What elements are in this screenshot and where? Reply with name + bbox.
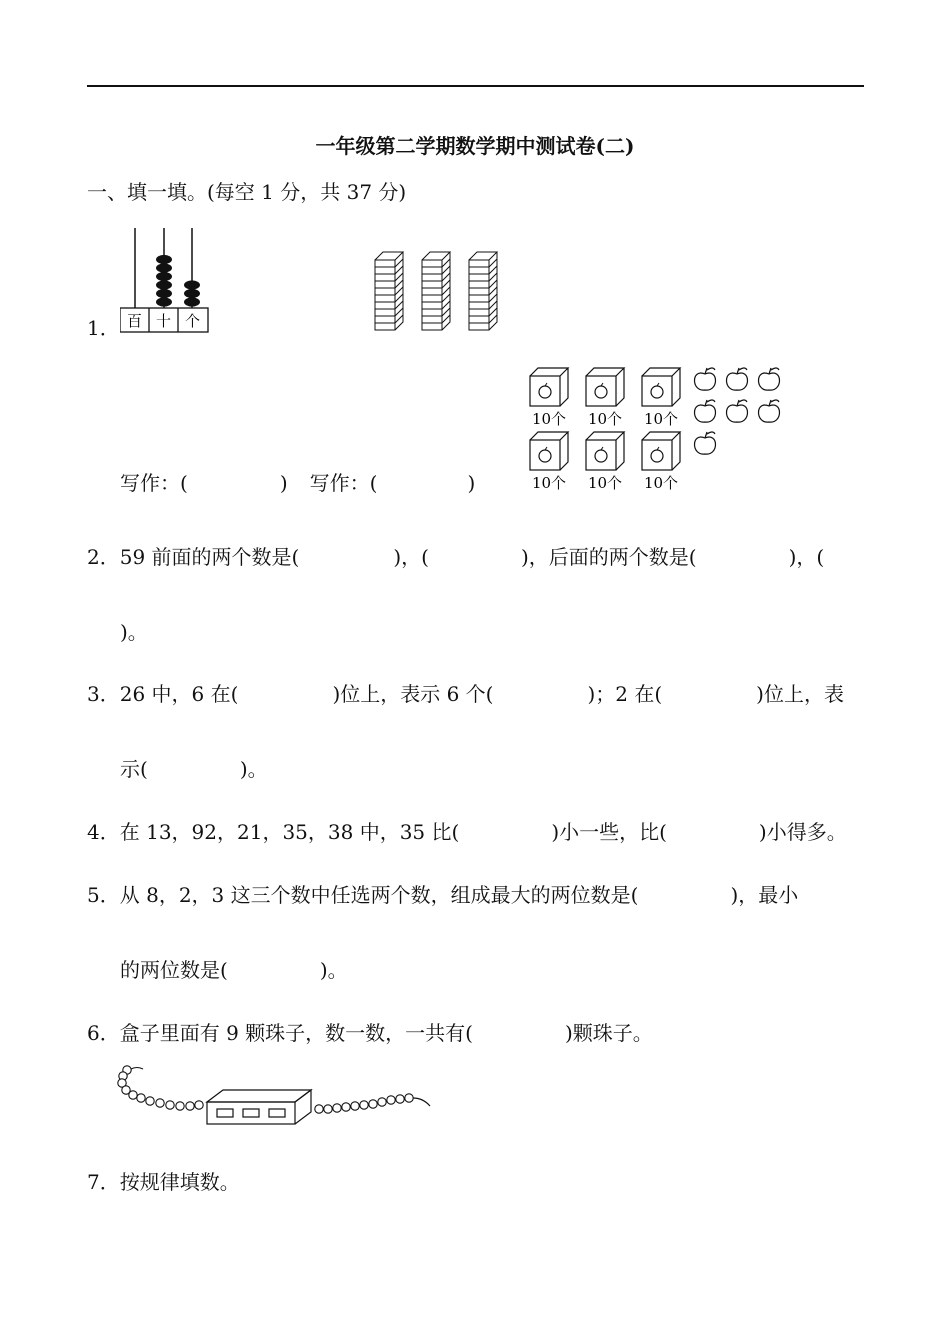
q5-text-c: 的两位数是( bbox=[120, 958, 228, 982]
apple-icon bbox=[695, 368, 716, 390]
bead bbox=[351, 1102, 359, 1110]
apple-icon bbox=[695, 400, 716, 422]
q1-write-close-2: ) bbox=[467, 471, 476, 495]
q3-text-b: )位上，表示 6 个( bbox=[332, 682, 494, 706]
ten-block bbox=[375, 252, 403, 330]
string-head bbox=[131, 1068, 143, 1070]
q2-sep-2: )，( bbox=[788, 545, 825, 569]
bead bbox=[137, 1094, 145, 1102]
q2-text-a: 59 前面的两个数是( bbox=[119, 545, 300, 569]
apple-box-label: 10个 bbox=[531, 474, 567, 492]
q3-text-c: )；2 在( bbox=[587, 682, 663, 706]
apple-box bbox=[586, 432, 624, 492]
abacus-bead bbox=[156, 263, 172, 272]
abacus-label-ones: 个 bbox=[184, 312, 201, 330]
apple-box bbox=[642, 368, 680, 428]
bead bbox=[146, 1097, 154, 1105]
abacus-bead bbox=[184, 280, 200, 289]
bead bbox=[176, 1102, 184, 1110]
q4-line bbox=[87, 820, 847, 844]
abacus-bead bbox=[156, 289, 172, 298]
abacus-bead bbox=[156, 280, 172, 289]
q2-text-b: )，后面的两个数是( bbox=[520, 545, 697, 569]
bead bbox=[166, 1101, 174, 1109]
apple-icon bbox=[727, 400, 748, 422]
q3-number: 3． bbox=[87, 682, 120, 706]
q4-text-a: 在 13，92，21，35，38 中，35 比( bbox=[119, 820, 460, 844]
apple-box-label: 10个 bbox=[643, 474, 679, 492]
tens-blocks-figure bbox=[372, 248, 502, 334]
q7-number: 7． bbox=[87, 1170, 120, 1194]
apple-box-label: 10个 bbox=[531, 410, 567, 428]
q4-text-b: )小一些，比( bbox=[551, 820, 667, 844]
beads-left bbox=[118, 1066, 203, 1110]
beads-right bbox=[315, 1094, 413, 1113]
q7-line bbox=[87, 1170, 240, 1194]
abacus-bead bbox=[156, 272, 172, 281]
apple-icon bbox=[759, 400, 780, 422]
q6-text-a: 盒子里面有 9 颗珠子，数一数，一共有( bbox=[119, 1021, 473, 1045]
q5-end: )。 bbox=[319, 958, 348, 982]
q3-text-a: 26 中，6 在( bbox=[119, 682, 239, 706]
apple-box bbox=[642, 432, 680, 492]
apple-box-label: 10个 bbox=[587, 474, 623, 492]
page-title: 一年级第二学期数学期中测试卷(二) bbox=[315, 134, 635, 158]
abacus-ones-beads bbox=[184, 280, 200, 306]
q5-line-1 bbox=[87, 883, 798, 907]
abacus-label-hundreds: 百 bbox=[126, 312, 143, 330]
q5-text-b: )，最小 bbox=[730, 883, 799, 907]
bead bbox=[315, 1105, 323, 1113]
q1-write-close-1: ) bbox=[279, 471, 288, 495]
q1-number: 1． bbox=[87, 316, 120, 340]
bead bbox=[129, 1091, 137, 1099]
ten-block bbox=[422, 252, 450, 330]
q2-number: 2． bbox=[87, 545, 120, 569]
q1-write-row bbox=[120, 471, 475, 495]
q1-write-label-2: 写作：( bbox=[309, 471, 378, 495]
bead bbox=[186, 1102, 194, 1110]
abacus-tens-beads bbox=[156, 255, 172, 307]
q6-number: 6． bbox=[87, 1021, 120, 1045]
bead bbox=[324, 1105, 332, 1113]
q2-line-2 bbox=[120, 620, 148, 644]
q5-number: 5． bbox=[87, 883, 120, 907]
q6-line bbox=[87, 1021, 653, 1045]
bead bbox=[195, 1101, 203, 1109]
q3-end: )。 bbox=[239, 757, 268, 781]
bead bbox=[387, 1096, 395, 1104]
bead bbox=[156, 1099, 164, 1107]
q5-line-2 bbox=[120, 958, 348, 982]
abacus-bead bbox=[156, 297, 172, 306]
abacus-bead bbox=[184, 297, 200, 306]
q6-end: )颗珠子。 bbox=[564, 1021, 653, 1045]
apple-box bbox=[586, 368, 624, 428]
section-heading: 一、填一填。(每空 1 分，共 37 分) bbox=[87, 180, 407, 204]
bead bbox=[369, 1100, 377, 1108]
string-tail bbox=[413, 1098, 430, 1106]
header-rule bbox=[87, 85, 864, 87]
abacus-bead bbox=[156, 255, 172, 264]
q5-text-a: 从 8，2，3 这三个数中任选两个数，组成最大的两位数是( bbox=[119, 883, 639, 907]
q2-end: )。 bbox=[120, 620, 148, 644]
ten-block bbox=[469, 252, 497, 330]
q2-line-1 bbox=[87, 545, 824, 569]
abacus-label-tens: 十 bbox=[155, 312, 172, 330]
apple-box-label: 10个 bbox=[587, 410, 623, 428]
bead bbox=[342, 1103, 350, 1111]
q3-line-2 bbox=[120, 757, 268, 781]
apple-icon bbox=[695, 432, 716, 454]
bead bbox=[405, 1094, 413, 1102]
abacus-bead bbox=[184, 289, 200, 298]
apple-box bbox=[530, 368, 568, 428]
bead bbox=[396, 1095, 404, 1103]
box-icon bbox=[207, 1090, 311, 1124]
apple-box-label: 10个 bbox=[643, 410, 679, 428]
bead bbox=[333, 1104, 341, 1112]
bead-string-figure bbox=[115, 1064, 440, 1128]
q2-sep-1: )，( bbox=[393, 545, 429, 569]
q3-line-1 bbox=[87, 682, 844, 706]
bead bbox=[378, 1098, 386, 1106]
q3-text-e: 示( bbox=[120, 757, 148, 781]
apple-box bbox=[530, 432, 568, 492]
q3-text-d: )位上，表 bbox=[756, 682, 844, 706]
q4-end: )小得多。 bbox=[758, 820, 847, 844]
q4-number: 4． bbox=[87, 820, 120, 844]
apple-icon bbox=[759, 368, 780, 390]
apple-icon bbox=[727, 368, 748, 390]
q7-text: 按规律填数。 bbox=[119, 1170, 240, 1194]
abacus-figure bbox=[120, 226, 210, 336]
boxes-apples-figure bbox=[525, 362, 795, 494]
q1-write-label-1: 写作：( bbox=[120, 471, 188, 495]
bead bbox=[360, 1101, 368, 1109]
